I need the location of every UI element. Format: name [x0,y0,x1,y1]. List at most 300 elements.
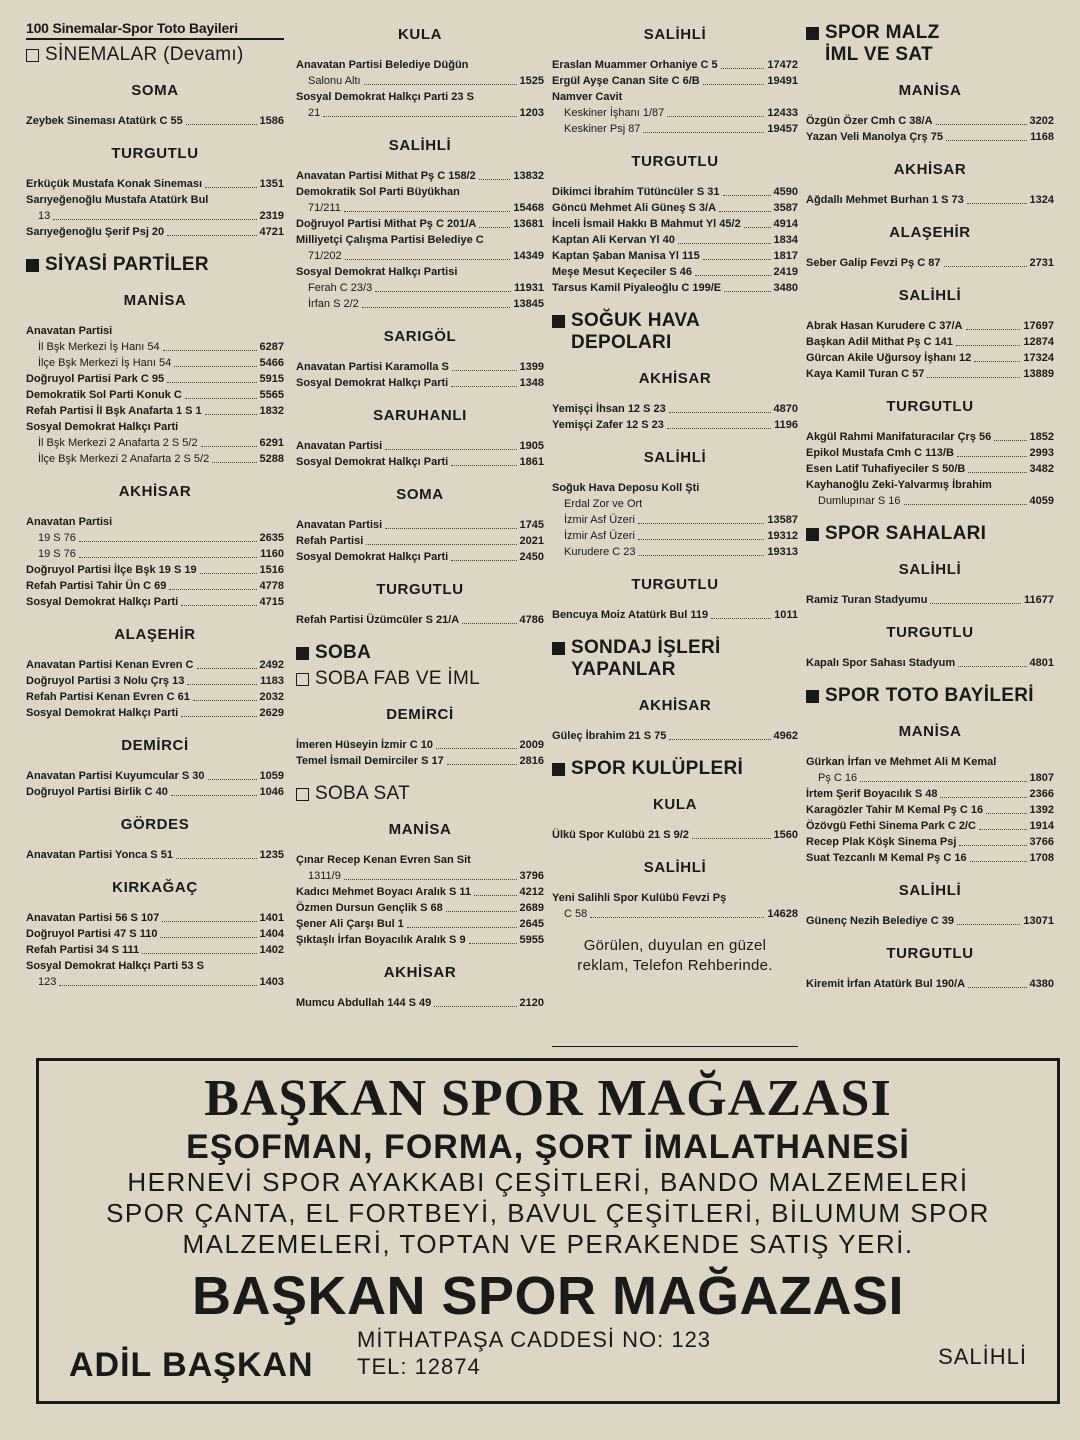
dot-leader [345,259,511,260]
dot-leader [366,544,516,545]
category-heading [296,783,544,805]
filled-square-icon [296,647,309,660]
phone-number: 4721 [259,226,284,238]
dot-leader [212,462,256,463]
dot-leader [181,716,256,717]
town-heading: SOMA [396,486,444,503]
phone-number: 1834 [773,234,798,246]
phone-number: 19313 [767,546,798,558]
listing-name: Seber Galip Fevzi Pş C 87 [806,257,941,269]
phone-number: 3587 [773,202,798,214]
town-heading: SALİHLİ [898,561,962,578]
town-heading: TURGUTLU [886,398,974,415]
listing-entry [806,818,1054,834]
dot-leader [719,211,771,212]
listing-name: Özgün Özer Cmh C 38/A [806,115,933,127]
dot-leader [703,84,765,85]
dot-leader [469,943,517,944]
dot-leader [462,623,516,624]
listing-entry [806,461,1054,477]
category-heading [806,685,1054,707]
phone-number: 3202 [1029,115,1054,127]
dot-leader [940,797,1026,798]
column-4-listing [806,22,1054,992]
listing-entry [552,73,798,89]
dot-leader [944,266,1027,267]
town-heading: ALAŞEHİR [889,224,971,241]
town-heading: TURGUTLU [886,945,974,962]
dot-leader [53,219,256,220]
dot-leader [142,953,256,954]
dot-leader [479,179,511,180]
phone-number: 2645 [519,918,544,930]
phone-number: 1516 [259,564,284,576]
listing-entry [26,403,284,419]
ad-description-line: HERNEVİ SPOR AYAKKABI ÇEŞİTLERİ, BANDO MALZEMELERİ [127,1167,969,1197]
dot-leader [160,937,256,938]
listing-entry [296,884,544,900]
phone-number: 1399 [519,361,544,373]
dot-leader [956,345,1020,346]
listing-name: Refah Partisi [296,535,364,547]
ad-description-line: SPOR ÇANTA, EL FORTBEYİ, BAVUL ÇEŞİTLERİ, BİLUMUM SPOR [106,1198,990,1228]
listing-entry [26,530,284,546]
open-square-icon [296,788,309,801]
phone-number: 4778 [259,580,284,592]
phone-number: 4715 [259,596,284,608]
listing-name: Refah Partisi Tahir Ün C 69 [26,580,167,592]
listing-name: İzmir Asf Üzeri [564,530,635,542]
listing-entry [552,216,798,232]
listing-name: Refah Partisi İl Bşk Anafarta 1 S 1 [26,405,202,417]
dot-leader [447,764,517,765]
listing-name: İrfan S 2/2 [308,298,359,310]
dot-leader [364,84,517,85]
listing-entry [552,544,798,560]
listing-name: Özövgü Fethi Sinema Park C 2/C [806,820,976,832]
column-4 [806,20,1054,992]
listing-name: Refah Partisi Kenan Evren C 61 [26,691,190,703]
phone-number: 5466 [259,357,284,369]
dot-leader [162,921,256,922]
column-2 [296,20,544,1011]
column-1-listing [26,44,284,990]
category-heading [806,22,1054,66]
listing-entry [26,942,284,958]
dot-leader [344,879,517,880]
town-heading: TURGUTLU [631,576,719,593]
category-heading-text: SOBA SAT [315,783,410,804]
phone-number: 6287 [259,341,284,353]
ad-owner: ADİL BAŞKAN [69,1346,314,1384]
town-heading: MANİSA [123,292,187,309]
phone-number: 4380 [1029,978,1054,990]
town-heading: SARIGÖL [383,328,457,345]
dot-leader [171,795,257,796]
phone-number: 2419 [773,266,798,278]
town-heading: SALİHLİ [898,287,962,304]
listing-name: Doğruyol Partisi Mithat Pş C 201/A [296,218,477,230]
listing-name: 71/211 [308,202,341,214]
listing-entry [806,429,1054,445]
listing-name: 1311/9 [308,870,341,882]
town-heading: AKHİSAR [638,697,712,714]
dot-leader [638,523,765,524]
phone-number: 4059 [1029,495,1054,507]
listing-name: Güleç İbrahim 21 S 75 [552,730,667,742]
listing-entry [296,375,544,391]
dot-leader [451,560,516,561]
phone-number: 1235 [259,849,284,861]
category-heading [806,523,1054,545]
phone-number: 1914 [1029,820,1054,832]
listing-name-line: Kayhanoğlu Zeki-Yalvarmış İbrahim [806,479,992,491]
listing-name-line: Anavatan Partisi [26,325,113,337]
listing-name: İnceli İsmail Hakkı B Mahmut Yl 45/2 [552,218,741,230]
listing-name-line: Sosyal Demokrat Halkçı Parti 53 S [26,960,204,972]
listing-name: Başkan Adil Mithat Pş C 141 [806,336,953,348]
listing-entry [296,438,544,454]
listing-name: İmeren Hüseyin İzmir C 10 [296,739,433,751]
dot-leader [967,203,1027,204]
town-heading: TURGUTLU [111,145,199,162]
listing-entry [806,802,1054,818]
listing-entry [26,594,284,610]
column-3 [552,20,798,976]
phone-number: 2450 [519,551,544,563]
listing-name: Yemişçi Zafer 12 S 23 [552,419,664,431]
listing-name: Akgül Rahmi Manifaturacılar Çrş 56 [806,431,992,443]
phone-number: 2689 [519,902,544,914]
listing-entry [296,533,544,549]
phone-number: 1852 [1029,431,1054,443]
listing-name-line: Gürkan İrfan ve Mehmet Ali M Kemal [806,756,997,768]
town-heading: AKHİSAR [383,964,457,981]
listing-name: Dumlupınar S 16 [818,495,901,507]
listing-entry [26,435,284,451]
town-heading: AKHİSAR [893,161,967,178]
listing-entry [552,280,798,296]
column-2-listing [296,26,544,1011]
listing-name: Sosyal Demokrat Halkçı Parti [296,456,449,468]
listing-entry [26,451,284,467]
listing-name: Refah Partisi Üzümcüler S 21/A [296,614,460,626]
listing-name: Salonu Altı [308,75,361,87]
phone-number: 1011 [774,609,798,621]
category-heading [552,758,798,780]
listing-name: Anavatan Partisi [296,440,383,452]
phone-number: 1817 [773,250,798,262]
listing-name: Doğruyol Partisi Park C 95 [26,373,165,385]
listing-name-line: Sosyal Demokrat Halkçı Partisi [296,266,458,278]
column-3-listing [552,26,798,976]
listing-entry [806,318,1054,334]
category-heading-text: SPOR TOTO BAYİLERİ [825,685,1034,706]
phone-number: 2120 [519,997,544,1009]
category-heading [552,310,798,354]
listing-name: Karagözler Tahir M Kemal Pş C 16 [806,804,984,816]
dot-leader [638,539,765,540]
listing-entry [296,105,544,121]
phone-number: 4914 [773,218,798,230]
dot-leader [375,291,511,292]
listing-name: Ülkü Spor Kulübü 21 S 9/2 [552,829,689,841]
dot-leader [163,350,257,351]
category-heading-text: SPOR KULÜPLERİ [571,758,744,779]
phone-number: 2635 [259,532,284,544]
listing-entry [552,248,798,264]
phone-number: 17324 [1023,352,1054,364]
phone-number: 1905 [519,440,544,452]
phone-number: 13889 [1023,368,1054,380]
dot-leader [187,684,257,685]
listing-entry [806,834,1054,850]
phone-number: 1046 [259,786,284,798]
phone-number: 11677 [1024,594,1054,606]
listing-name: Anavatan Partisi 56 S 107 [26,912,160,924]
listing-entry [806,113,1054,129]
listing-name: Kadıcı Mehmet Boyacı Aralık S 11 [296,886,472,898]
dot-leader [966,329,1021,330]
listing-entry [806,786,1054,802]
listing-name: Anavatan Partisi Kuyumcular S 30 [26,770,205,782]
listing-name: Özmen Dursun Gençlik S 68 [296,902,443,914]
dot-leader [974,361,1020,362]
phone-number: 1401 [259,912,284,924]
listing-entry [26,673,284,689]
listing-entry [26,705,284,721]
dot-leader [669,412,771,413]
dot-leader [946,140,1027,141]
category-heading-text: SPOR SAHALARI [825,523,987,544]
listing-entry [26,974,284,990]
listing-name: Sosyal Demokrat Halkçı Parti [296,377,449,389]
dot-leader [451,465,516,466]
open-square-icon [26,49,39,62]
listing-name: Zeybek Sineması Atatürk C 55 [26,115,183,127]
ad-city: SALİHLİ [938,1344,1027,1369]
dot-leader [904,504,1027,505]
dot-leader [323,116,516,117]
phone-number: 1807 [1029,772,1054,784]
listing-name-line: Çınar Recep Kenan Evren San Sit [296,854,471,866]
listing-name: Yazan Veli Manolya Çrş 75 [806,131,943,143]
listing-entry [296,248,544,264]
listing-name-line: Sosyal Demokrat Halkçı Parti 23 S [296,91,474,103]
listing-name: Kaptan Ali Kervan Yl 40 [552,234,675,246]
listing-entry [296,168,544,184]
phone-number: 1348 [519,377,544,389]
listing-entry [296,216,544,232]
listing-entry [26,847,284,863]
town-heading: ALAŞEHİR [114,626,196,643]
filled-square-icon [806,27,819,40]
phone-number: 11931 [514,282,544,294]
phone-number: 14628 [767,908,798,920]
phone-number: 4590 [773,186,798,198]
phone-number: 1404 [259,928,284,940]
listing-name: Keskiner Psj 87 [564,123,641,135]
town-heading: TURGUTLU [886,624,974,641]
ad-title-repeat: BAŞKAN SPOR MAĞAZASI [191,1266,905,1326]
phone-number: 1832 [259,405,284,417]
dot-leader [344,211,511,212]
listing-name: Esen Latif Tuhafiyeciler S 50/B [806,463,966,475]
dot-leader [724,291,770,292]
filled-square-icon [806,528,819,541]
ad-title: BAŞKAN SPOR MAĞAZASI [204,1070,892,1127]
phone-number: 1203 [519,107,544,119]
phone-number: 2319 [259,210,284,222]
listing-entry [806,592,1054,608]
category-heading [26,44,284,66]
dot-leader [927,377,1020,378]
listing-entry [552,512,798,528]
listing-name: Anavatan Partisi [296,519,383,531]
category-heading [26,254,284,276]
listing-entry [806,850,1054,866]
listing-name: İlçe Bşk Merkezi 2 Anafarta 2 S 5/2 [38,453,210,465]
dot-leader [385,528,516,529]
listing-entry [26,546,284,562]
listing-entry [26,657,284,673]
slogan-divider [552,1046,798,1047]
phone-number: 1059 [259,770,284,782]
dot-leader [200,573,257,574]
listing-name: Doğruyol Partisi Birlik C 40 [26,786,168,798]
town-heading: KIRKAĞAÇ [112,879,198,896]
dot-leader [744,227,771,228]
listing-name: 19 S 76 [38,548,76,560]
dot-leader [639,555,765,556]
listing-name-line: Anavatan Partisi Belediye Düğün [296,59,469,71]
phone-number: 19312 [767,530,798,542]
listing-name: Kaptan Şaban Manisa Yl 115 [552,250,700,262]
phone-number: 3766 [1029,836,1054,848]
phone-number: 5288 [259,453,284,465]
dot-leader [167,235,256,236]
phone-number: 2816 [519,755,544,767]
phone-number: 1402 [259,944,284,956]
listing-name: İl Bşk Merkezi İş Hanı 54 [38,341,160,353]
listing-name: Doğruyol Partisi 47 S 110 [26,928,158,940]
ad-footer [39,1326,1057,1390]
dot-leader [959,845,1026,846]
listing-name: Ramiz Turan Stadyumu [806,594,928,606]
town-heading: SALİHLİ [643,449,707,466]
listing-entry [806,366,1054,382]
phone-number: 4801 [1029,657,1054,669]
dot-leader [695,275,770,276]
listing-name: Şener Ali Çarşı Bul 1 [296,918,404,930]
phone-number: 1525 [519,75,544,87]
dot-leader [59,985,256,986]
listing-entry [806,976,1054,992]
listing-name: Ergül Ayşe Canan Site C 6/B [552,75,700,87]
listing-name: Pş C 16 [818,772,858,784]
listing-entry [296,280,544,296]
phone-number: 1160 [260,548,284,560]
listing-entry [26,224,284,240]
dot-leader [185,398,257,399]
dot-leader [434,1006,516,1007]
phone-number: 2009 [519,739,544,751]
ad-address-block [357,1326,711,1380]
phone-number: 1586 [259,115,284,127]
listing-entry [26,562,284,578]
listing-entry [296,296,544,312]
listing-entry [26,910,284,926]
listing-entry [26,578,284,594]
listing-entry [806,655,1054,671]
phone-number: 3480 [773,282,798,294]
listing-name: Keskiner İşhanı 1/87 [564,107,665,119]
phone-number: 1196 [774,419,798,431]
dot-leader [968,472,1026,473]
phone-number: 2032 [259,691,284,703]
dot-leader [197,668,257,669]
filled-square-icon [552,763,565,776]
column-1 [26,20,284,990]
phone-number: 3796 [519,870,544,882]
listing-name-line: Erdal Zor ve Ort [564,498,643,510]
dot-leader [385,449,516,450]
dot-leader [208,779,257,780]
open-square-icon [296,673,309,686]
phone-number: 14349 [513,250,544,262]
listing-name-line: Anavatan Partisi [26,516,113,528]
town-heading: AKHİSAR [118,483,192,500]
dot-leader [436,748,517,749]
dot-leader [176,858,257,859]
dot-leader [957,456,1027,457]
dot-leader [703,259,771,260]
ad-description-line: MALZEMELERİ, TOPTAN VE PERAKENDE SATIŞ YERİ. [182,1229,914,1259]
listing-name: Doğruyol Partisi 3 Nolu Çrş 13 [26,675,185,687]
listing-name: Anavatan Partisi Yonca S 51 [26,849,173,861]
dot-leader [979,829,1027,830]
listing-name-line: Sosyal Demokrat Halkçı Parti [26,421,179,433]
phone-number: 12874 [1023,336,1054,348]
category-heading-text: SOBA FAB VE İML [315,668,481,689]
listing-entry [296,549,544,565]
listing-name: Bencuya Moiz Atatürk Bul 119 [552,609,709,621]
phone-number: 4870 [773,403,798,415]
category-heading-text: SOBA [315,642,372,663]
town-heading: SALİHLİ [898,882,962,899]
listing-entry [296,517,544,533]
phone-number: 2993 [1029,447,1054,459]
town-heading: GÖRDES [120,816,190,833]
ad-phone: TEL: 12874 [357,1354,481,1379]
listing-name: İlçe Bşk Merkezi İş Hanı 54 [38,357,172,369]
dot-leader [723,195,771,196]
listing-name-line: Milliyetçi Çalışma Partisi Belediye C [296,234,484,246]
dot-leader [79,557,257,558]
dot-leader [986,813,1026,814]
dot-leader [479,227,510,228]
dot-leader [958,666,1026,667]
town-heading: TURGUTLU [631,153,719,170]
listing-entry [806,350,1054,366]
listing-name: Demokratik Sol Parti Konuk C [26,389,182,401]
listing-entry [806,493,1054,509]
listing-entry [296,995,544,1011]
phone-number: 4212 [519,886,544,898]
dot-leader [667,116,764,117]
category-heading [296,668,544,690]
phone-number: 1745 [519,519,544,531]
